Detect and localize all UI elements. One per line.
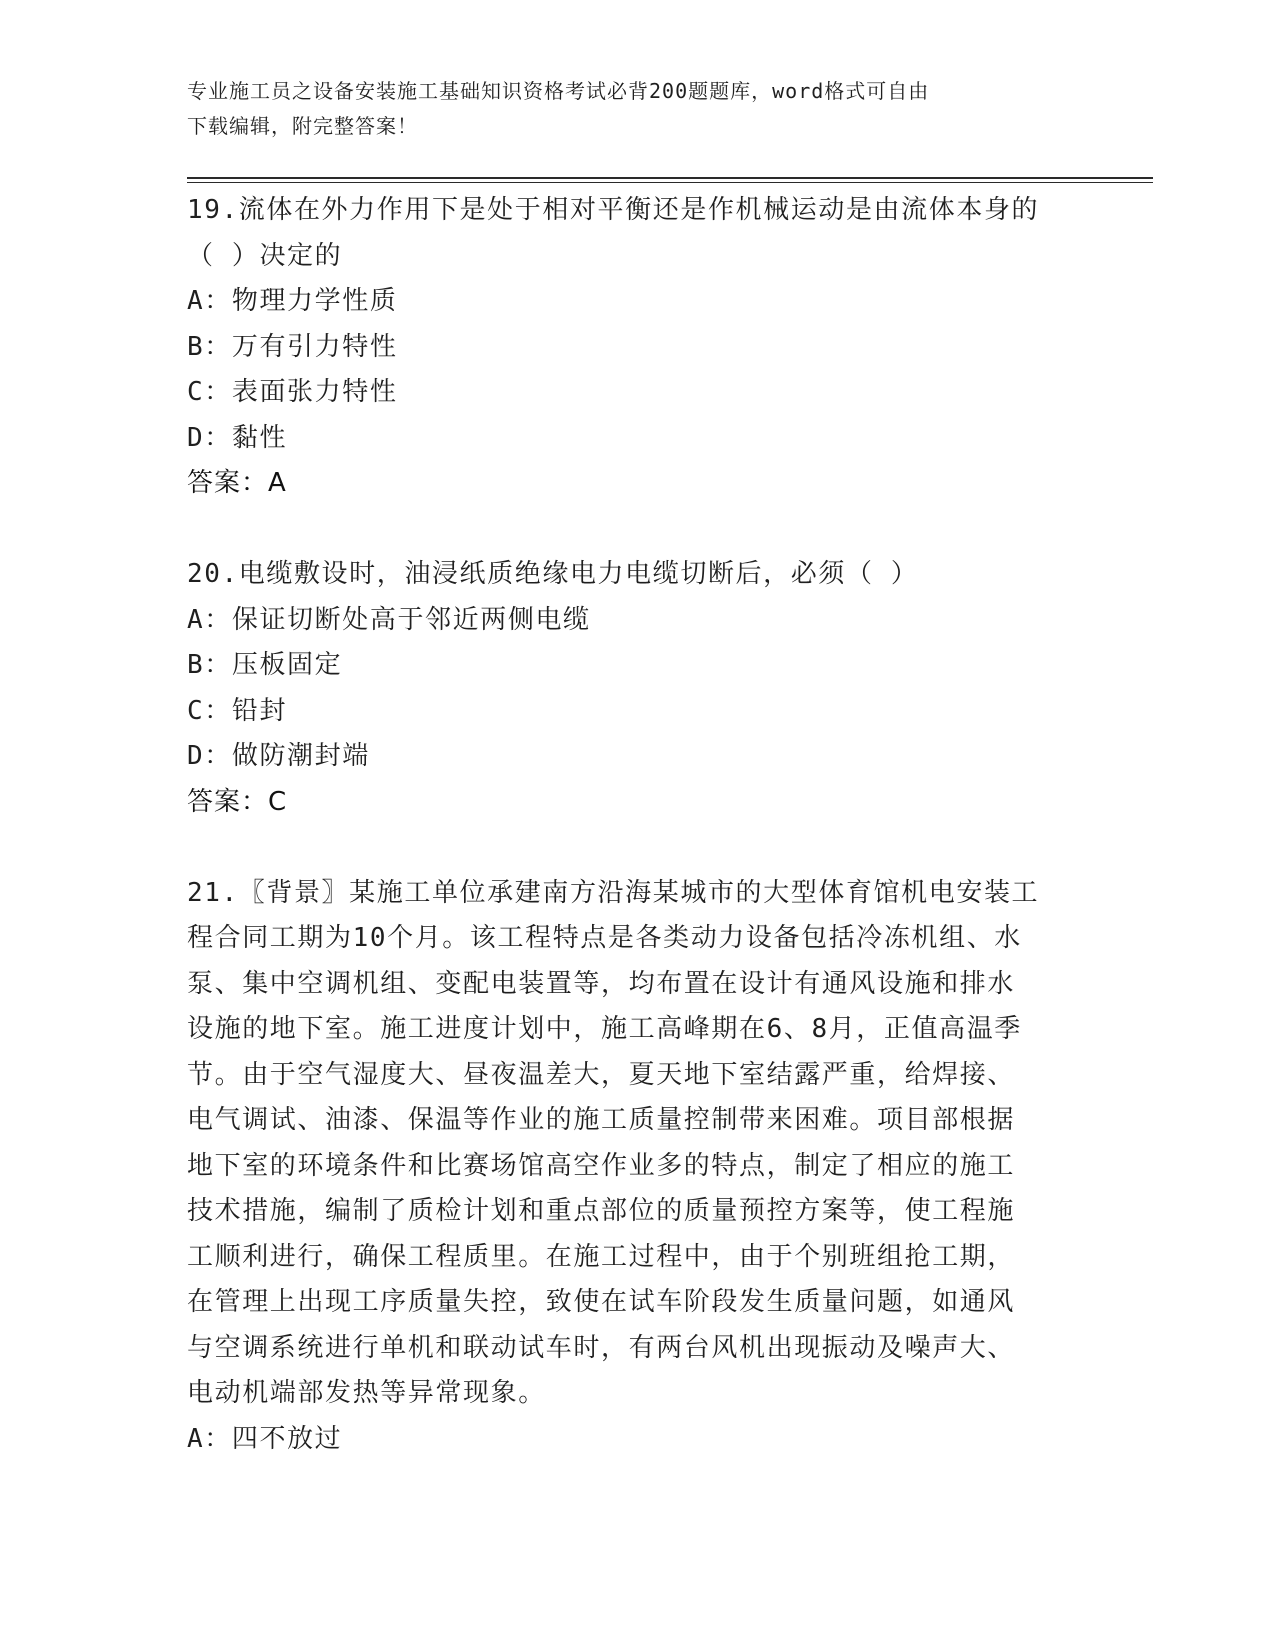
question-stem-line: 泵、集中空调机组、变配电装置等，均布置在设计有通风设施和排水 (187, 968, 1016, 999)
question-stem-line: 与空调系统进行单机和联动试车时，有两台风机出现振动及噪声大、 (187, 1332, 1016, 1363)
question-stem-line: 在管理上出现工序质量失控，致使在试车阶段发生质量问题，如通风 (187, 1287, 1016, 1317)
question-19 (187, 188, 1067, 507)
document-header (187, 74, 1087, 144)
option-c: C：表面张力特性 (187, 377, 398, 407)
option-d: D：黏性 (187, 422, 288, 453)
question-stem-line: 电气调试、油漆、保温等作业的施工质量控制带来困难。项目部根据 (187, 1105, 1016, 1135)
question-stem-line: 地下室的环境条件和比赛场馆高空作业多的特点，制定了相应的施工 (187, 1150, 1016, 1181)
question-stem-line: 19.流体在外力作用下是处于相对平衡还是作机械运动是由流体本身的 (187, 195, 1040, 225)
header-line-1: 专业施工员之设备安装施工基础知识资格考试必背200题题库，word格式可自由 (187, 79, 930, 103)
question-spacer (187, 507, 1067, 553)
question-list (187, 188, 1067, 1462)
header-divider-thick (187, 177, 1153, 179)
option-a: A：保证切断处高于邻近两侧电缆 (187, 604, 591, 635)
header-line-2: 下载编辑，附完整答案！ (187, 114, 418, 138)
option-a: A：四不放过 (187, 1423, 343, 1454)
question-stem-line: 电动机端部发热等异常现象。 (187, 1378, 546, 1408)
answer-line: 答案：C (187, 786, 288, 817)
answer-line: 答案：A (187, 468, 287, 498)
option-d: D：做防潮封端 (187, 741, 370, 771)
question-stem-line: 程合同工期为10个月。该工程特点是各类动力设备包括冷冻机组、水 (187, 923, 1022, 953)
question-stem-line: 工顺利进行，确保工程质里。在施工过程中，由于个别班组抢工期， (187, 1241, 1016, 1272)
question-stem-line: 20.电缆敷设时，油浸纸质绝缘电力电缆切断后，必须（ ） (187, 559, 919, 589)
question-stem-line: 设施的地下室。施工进度计划中，施工高峰期在6、8月，正值高温季 (187, 1014, 1022, 1044)
question-stem-line: 21.〖背景〗某施工单位承建南方沿海某城市的大型体育馆机电安装工 (187, 877, 1040, 908)
question-stem-line: 技术措施，编制了质检计划和重点部位的质量预控方案等，使工程施 (187, 1196, 1016, 1226)
question-stem-line: 节。由于空气湿度大、昼夜温差大，夏天地下室结露严重，给焊接、 (187, 1059, 1016, 1090)
option-b: B：压板固定 (187, 650, 343, 680)
option-b: B：万有引力特性 (187, 331, 398, 362)
header-divider-thin (187, 182, 1153, 183)
option-c: C：铅封 (187, 695, 288, 726)
question-20 (187, 552, 1067, 825)
question-21 (187, 871, 1067, 1463)
question-stem-line: （ ）决定的 (187, 240, 343, 271)
question-spacer (187, 825, 1067, 871)
option-a: A：物理力学性质 (187, 286, 398, 316)
